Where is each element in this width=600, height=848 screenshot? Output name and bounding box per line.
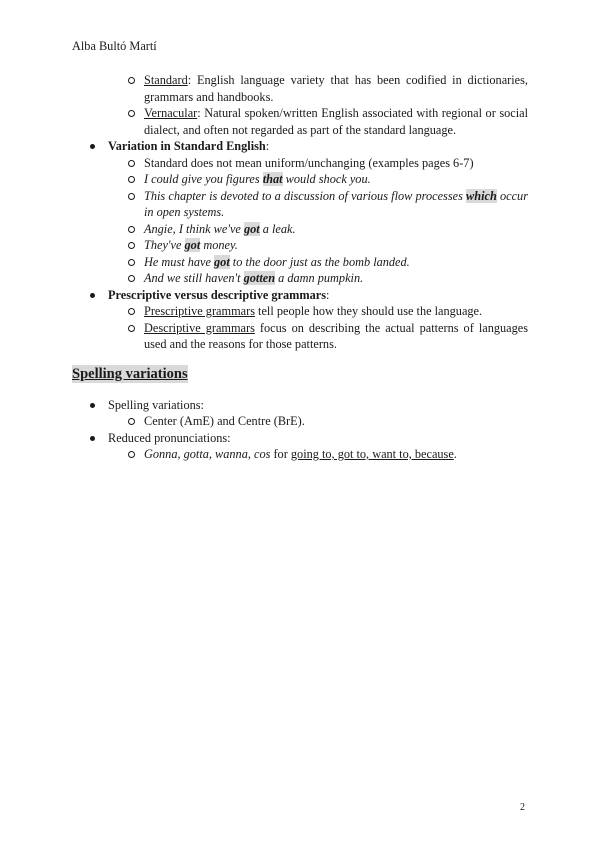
list-item-text: Reduced pronunciations: bbox=[108, 430, 231, 445]
list-item bbox=[72, 413, 528, 430]
term: Vernacular bbox=[144, 106, 198, 120]
example-text: And we still haven't bbox=[144, 271, 244, 285]
highlighted-word: which bbox=[466, 188, 497, 203]
section-heading-wrapper bbox=[72, 365, 528, 383]
example-text: money. bbox=[200, 238, 238, 252]
term: Descriptive grammars bbox=[144, 320, 255, 335]
list-item bbox=[72, 397, 528, 430]
hollow-bullet-icon bbox=[128, 418, 135, 425]
heading-prescriptive: Prescriptive versus descriptive grammars bbox=[108, 287, 326, 302]
filled-bullet-icon bbox=[90, 293, 95, 298]
connector-text: for bbox=[270, 447, 291, 461]
filled-bullet-icon bbox=[90, 144, 95, 149]
example-item bbox=[72, 237, 528, 254]
example-item bbox=[72, 171, 528, 188]
highlighted-word: got bbox=[184, 238, 201, 252]
example-text: Angie, I think we've bbox=[144, 221, 244, 236]
list-item bbox=[72, 446, 528, 463]
list-item-prescriptive bbox=[72, 287, 528, 353]
example-item bbox=[72, 270, 528, 287]
list-item-text: Standard does not mean uniform/unchanging (examples pages 6-7) bbox=[144, 155, 474, 170]
definition: tell people how they should use the language. bbox=[254, 304, 483, 318]
hollow-bullet-icon bbox=[128, 325, 135, 332]
period: . bbox=[453, 447, 457, 461]
filled-bullet-icon bbox=[90, 436, 95, 441]
hollow-bullet-icon bbox=[128, 451, 135, 458]
page-number: 2 bbox=[520, 802, 525, 813]
section-heading-spelling: Spelling variations bbox=[72, 365, 188, 382]
example-text: They've bbox=[144, 238, 185, 252]
standard-vernacular-list bbox=[72, 72, 528, 138]
example-text: would shock you. bbox=[282, 172, 371, 186]
example-item bbox=[72, 221, 528, 238]
list-item bbox=[72, 320, 528, 353]
list-item-text: Center (AmE) and Centre (BrE). bbox=[144, 414, 305, 428]
list-item bbox=[72, 155, 528, 172]
colon: : bbox=[265, 139, 270, 153]
hollow-bullet-icon bbox=[128, 275, 135, 282]
spelling-sublist bbox=[108, 413, 528, 430]
definition: focus on describing the actual patterns of languages used and the reasons for those patterns. bbox=[144, 320, 528, 351]
hollow-bullet-icon bbox=[128, 110, 135, 117]
highlighted-word: got bbox=[214, 254, 230, 269]
filled-bullet-icon bbox=[90, 403, 95, 408]
example-text: I could give you figures bbox=[144, 172, 263, 186]
highlighted-word: gotten bbox=[243, 271, 276, 285]
pronunciation-sublist bbox=[108, 446, 528, 463]
definition: : English language variety that has been codified in dictionaries, grammars and handbooks. bbox=[144, 73, 528, 104]
hollow-bullet-icon bbox=[128, 193, 135, 200]
term: Prescriptive grammars bbox=[144, 304, 255, 318]
hollow-bullet-icon bbox=[128, 259, 135, 266]
hollow-bullet-icon bbox=[128, 226, 135, 233]
variation-sublist bbox=[108, 155, 528, 287]
page-content bbox=[72, 72, 528, 463]
heading-variation: Variation in Standard English bbox=[108, 139, 266, 153]
prescriptive-sublist bbox=[108, 303, 528, 353]
spelling-list bbox=[72, 397, 528, 463]
example-text: He must have bbox=[144, 254, 215, 269]
main-bullet-list bbox=[72, 138, 528, 353]
example-item bbox=[72, 254, 528, 271]
italic-words: Gonna, gotta, wanna, cos bbox=[144, 447, 271, 461]
list-item-variation bbox=[72, 138, 528, 287]
term: Standard bbox=[144, 73, 188, 87]
example-text: This chapter is devoted to a discussion of various flow processes bbox=[144, 188, 467, 203]
colon: : bbox=[325, 287, 330, 302]
hollow-bullet-icon bbox=[128, 77, 135, 84]
highlighted-word: got bbox=[243, 221, 260, 236]
example-text: a leak. bbox=[259, 221, 296, 236]
underlined-phrase: going to, got to, want to, because bbox=[290, 447, 454, 461]
example-text: to the door just as the bomb landed. bbox=[229, 254, 410, 269]
page-header-author: Alba Bultó Martí bbox=[72, 39, 157, 53]
hollow-bullet-icon bbox=[128, 242, 135, 249]
example-item bbox=[72, 188, 528, 221]
list-item bbox=[72, 303, 528, 320]
list-item bbox=[72, 430, 528, 463]
list-item bbox=[72, 72, 528, 105]
definition: : Natural spoken/written English associated with regional or social dialect, and often not regarded as part of the standard language. bbox=[144, 106, 528, 137]
example-text: occur in open systems. bbox=[144, 188, 528, 219]
list-item-text: Spelling variations: bbox=[108, 397, 204, 412]
hollow-bullet-icon bbox=[128, 308, 135, 315]
list-item bbox=[72, 105, 528, 138]
hollow-bullet-icon bbox=[128, 176, 135, 183]
hollow-bullet-icon bbox=[128, 160, 135, 167]
highlighted-word: that bbox=[262, 172, 283, 186]
example-text: a damn pumpkin. bbox=[275, 271, 364, 285]
